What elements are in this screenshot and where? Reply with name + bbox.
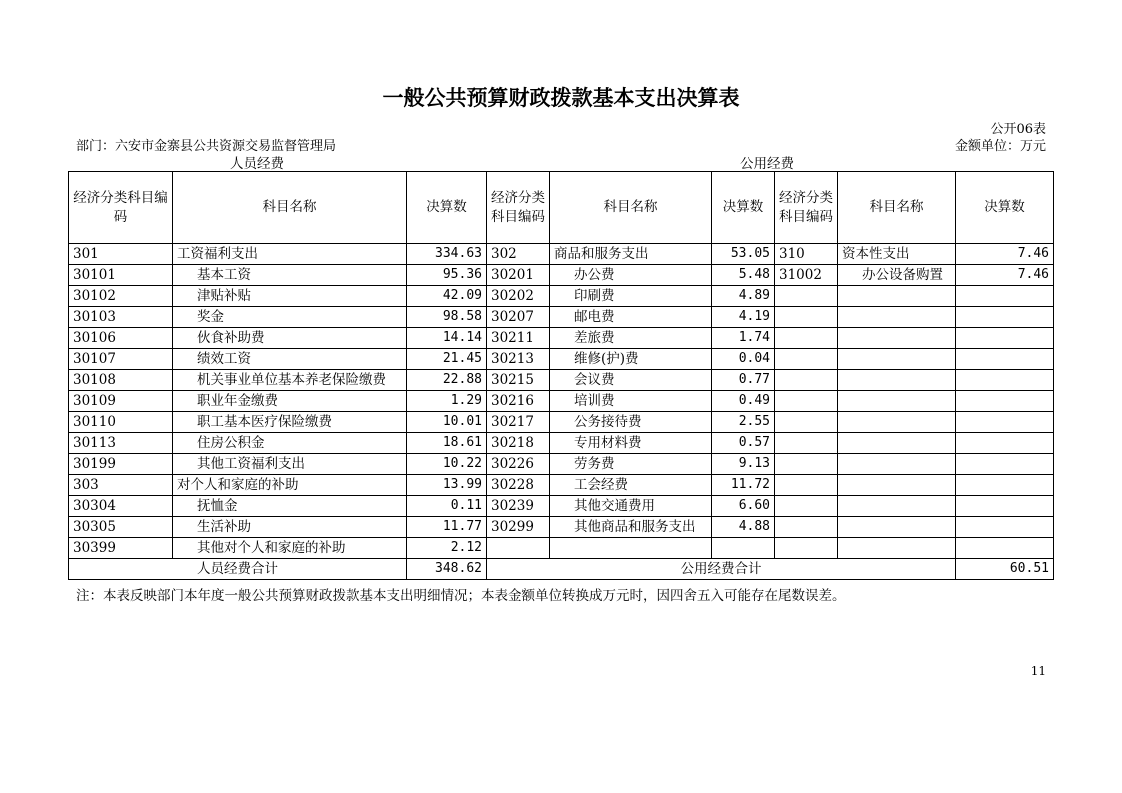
code-cell [775,391,838,412]
amount-cell: 10.01 [407,412,487,433]
form-number: 公开06表 [990,122,1046,137]
amount-cell: 13.99 [407,475,487,496]
name-cell [838,328,956,349]
amount-cell: 7.46 [956,265,1054,286]
code-cell: 30217 [487,412,550,433]
name-cell [838,412,956,433]
name-cell: 工资福利支出 [173,244,407,265]
code-cell [775,475,838,496]
amount-cell: 10.22 [407,454,487,475]
amount-cell [956,475,1054,496]
name-cell [838,286,956,307]
code-cell: 301 [69,244,173,265]
amount-cell: 98.58 [407,307,487,328]
name-cell: 职工基本医疗保险缴费 [173,412,407,433]
amount-cell: 11.72 [712,475,775,496]
amount-cell [956,286,1054,307]
header-name-3: 科目名称 [838,172,956,244]
amount-cell: 0.49 [712,391,775,412]
code-cell: 30102 [69,286,173,307]
section-personnel-label: 人员经费 [230,156,284,172]
name-cell: 劳务费 [550,454,712,475]
amount-cell [956,391,1054,412]
code-cell [775,349,838,370]
table-row [69,496,1054,517]
code-cell: 30108 [69,370,173,391]
table-row [69,391,1054,412]
amount-cell: 1.74 [712,328,775,349]
name-cell: 职业年金缴费 [173,391,407,412]
code-cell: 302 [487,244,550,265]
amount-cell: 21.45 [407,349,487,370]
amount-cell: 2.55 [712,412,775,433]
name-cell: 伙食补助费 [173,328,407,349]
amount-cell [956,496,1054,517]
name-cell [838,538,956,559]
footnote: 注：本表反映部门本年度一般公共预算财政拨款基本支出明细情况；本表金额单位转换成万元时，因四舍五入可能存在尾数误差。 [76,588,846,604]
code-cell: 30216 [487,391,550,412]
public-total-amount: 60.51 [956,559,1054,580]
name-cell: 生活补助 [173,517,407,538]
name-cell [838,349,956,370]
code-cell [775,286,838,307]
amount-cell [956,370,1054,391]
table-row [69,370,1054,391]
amount-cell: 18.61 [407,433,487,454]
code-cell [775,454,838,475]
code-cell: 30215 [487,370,550,391]
amount-cell [956,307,1054,328]
table-row [69,538,1054,559]
personnel-total-amount: 348.62 [407,559,487,580]
amount-cell: 1.29 [407,391,487,412]
amount-cell [956,412,1054,433]
amount-cell [956,454,1054,475]
name-cell [550,538,712,559]
header-amount-2: 决算数 [712,172,775,244]
name-cell: 资本性支出 [838,244,956,265]
amount-cell: 4.88 [712,517,775,538]
amount-cell: 14.14 [407,328,487,349]
header-amount-1: 决算数 [407,172,487,244]
name-cell: 基本工资 [173,265,407,286]
header-code-1: 经济分类科目编码 [69,172,173,244]
amount-cell [956,349,1054,370]
code-cell [775,370,838,391]
code-cell: 30199 [69,454,173,475]
name-cell: 绩效工资 [173,349,407,370]
name-cell: 邮电费 [550,307,712,328]
table-row [69,454,1054,475]
code-cell: 30399 [69,538,173,559]
name-cell: 对个人和家庭的补助 [173,475,407,496]
amount-cell: 2.12 [407,538,487,559]
amount-cell: 42.09 [407,286,487,307]
name-cell [838,391,956,412]
page-number: 11 [1030,664,1046,678]
name-cell: 机关事业单位基本养老保险缴费 [173,370,407,391]
table-row [69,286,1054,307]
amount-cell: 5.48 [712,265,775,286]
code-cell: 30107 [69,349,173,370]
header-code-3: 经济分类科目编码 [775,172,838,244]
name-cell: 奖金 [173,307,407,328]
name-cell: 专用材料费 [550,433,712,454]
code-cell: 30239 [487,496,550,517]
amount-cell [712,538,775,559]
table-row [69,244,1054,265]
code-cell: 30226 [487,454,550,475]
name-cell: 其他商品和服务支出 [550,517,712,538]
code-cell: 30299 [487,517,550,538]
totals-row [69,559,1054,580]
table-row [69,517,1054,538]
name-cell: 其他对个人和家庭的补助 [173,538,407,559]
department-label: 部门：六安市金寨县公共资源交易监督管理局 [76,139,337,154]
name-cell [838,517,956,538]
public-total-label: 公用经费合计 [487,559,956,580]
amount-cell: 4.19 [712,307,775,328]
code-cell: 30304 [69,496,173,517]
amount-cell: 11.77 [407,517,487,538]
code-cell: 30103 [69,307,173,328]
table-row [69,265,1054,286]
code-cell: 30228 [487,475,550,496]
code-cell: 30213 [487,349,550,370]
code-cell: 30201 [487,265,550,286]
amount-cell: 95.36 [407,265,487,286]
personnel-total-label: 人员经费合计 [69,559,407,580]
name-cell: 办公设备购置 [838,265,956,286]
code-cell: 30110 [69,412,173,433]
amount-cell: 7.46 [956,244,1054,265]
amount-cell [956,433,1054,454]
code-cell: 30202 [487,286,550,307]
name-cell: 商品和服务支出 [550,244,712,265]
code-cell: 30109 [69,391,173,412]
table-row [69,349,1054,370]
code-cell: 310 [775,244,838,265]
code-cell: 30211 [487,328,550,349]
name-cell [838,454,956,475]
name-cell: 住房公积金 [173,433,407,454]
name-cell: 维修(护)费 [550,349,712,370]
code-cell: 31002 [775,265,838,286]
name-cell: 工会经费 [550,475,712,496]
code-cell [775,496,838,517]
name-cell: 培训费 [550,391,712,412]
name-cell [838,307,956,328]
amount-cell: 9.13 [712,454,775,475]
name-cell: 其他交通费用 [550,496,712,517]
code-cell: 30113 [69,433,173,454]
expenditure-table [68,171,1054,580]
code-cell [775,412,838,433]
amount-cell: 53.05 [712,244,775,265]
amount-unit-label: 金额单位：万元 [954,139,1046,154]
table-row [69,307,1054,328]
name-cell: 津贴补贴 [173,286,407,307]
amount-cell: 0.04 [712,349,775,370]
amount-cell [956,328,1054,349]
code-cell: 30101 [69,265,173,286]
amount-cell: 0.11 [407,496,487,517]
amount-cell: 0.77 [712,370,775,391]
name-cell: 差旅费 [550,328,712,349]
section-public-label: 公用经费 [740,156,794,172]
table-header-row [69,172,1054,244]
name-cell: 办公费 [550,265,712,286]
amount-cell: 6.60 [712,496,775,517]
name-cell: 抚恤金 [173,496,407,517]
table-row [69,328,1054,349]
table-row [69,412,1054,433]
amount-cell: 334.63 [407,244,487,265]
name-cell [838,496,956,517]
name-cell [838,433,956,454]
code-cell: 30106 [69,328,173,349]
code-cell [775,433,838,454]
amount-cell: 22.88 [407,370,487,391]
name-cell [838,370,956,391]
code-cell [775,307,838,328]
code-cell [775,538,838,559]
name-cell [838,475,956,496]
amount-cell [956,538,1054,559]
code-cell [775,517,838,538]
header-amount-3: 决算数 [956,172,1054,244]
amount-cell: 0.57 [712,433,775,454]
name-cell: 公务接待费 [550,412,712,433]
code-cell [487,538,550,559]
page-title: 一般公共预算财政拨款基本支出决算表 [382,86,740,110]
code-cell: 30207 [487,307,550,328]
code-cell: 30218 [487,433,550,454]
table-row [69,433,1054,454]
amount-cell: 4.89 [712,286,775,307]
name-cell: 其他工资福利支出 [173,454,407,475]
header-code-2: 经济分类科目编码 [487,172,550,244]
name-cell: 会议费 [550,370,712,391]
header-name-1: 科目名称 [173,172,407,244]
code-cell: 303 [69,475,173,496]
name-cell: 印刷费 [550,286,712,307]
amount-cell [956,517,1054,538]
header-name-2: 科目名称 [550,172,712,244]
code-cell: 30305 [69,517,173,538]
table-row [69,475,1054,496]
code-cell [775,328,838,349]
